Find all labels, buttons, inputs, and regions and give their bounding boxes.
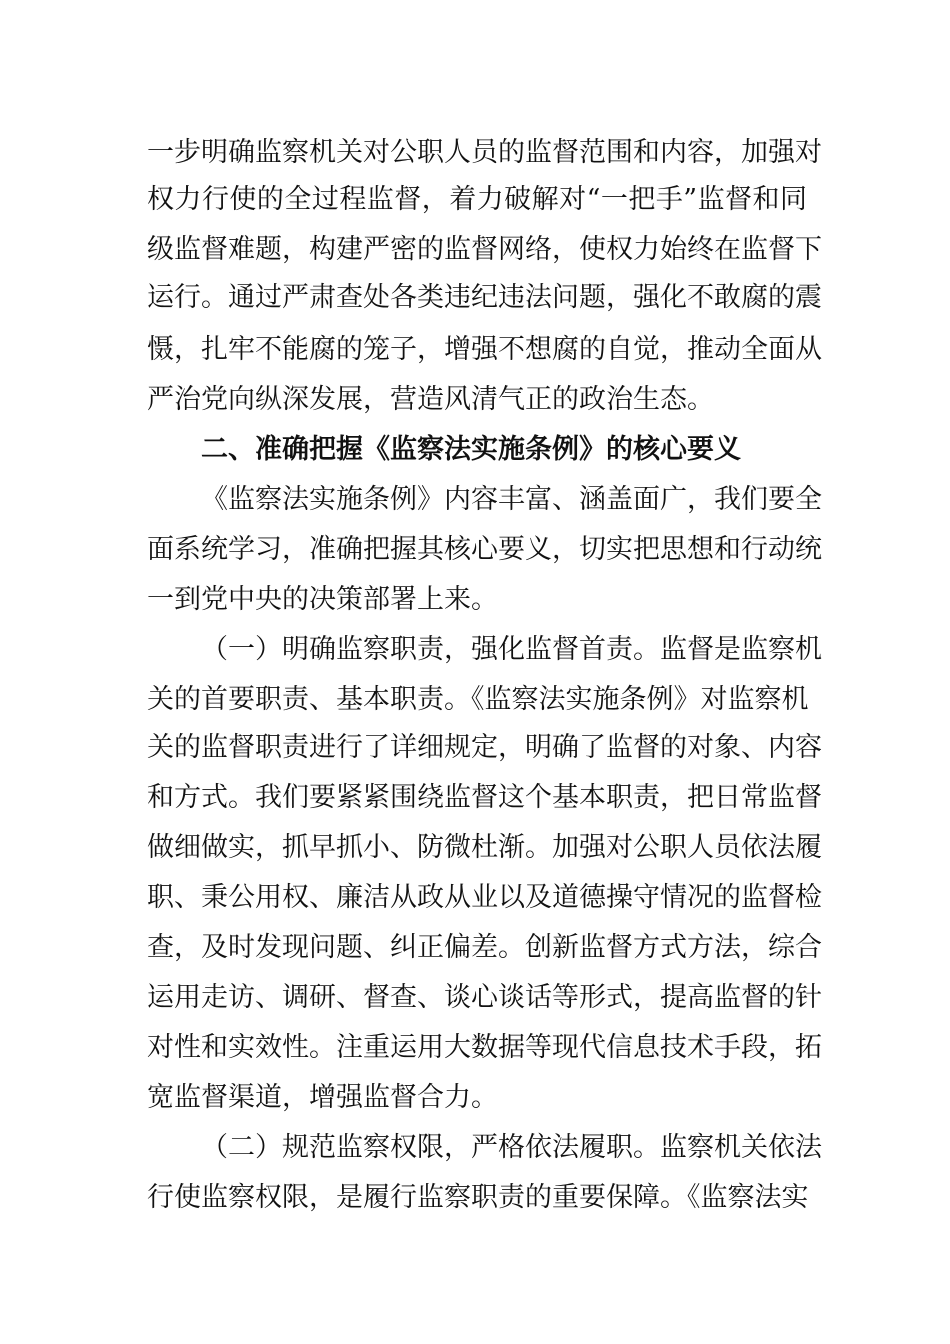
text-line: 宽监督渠道，增强监督合力。 [147,1082,498,1113]
text-line: 面系统学习，准确把握其核心要义，切实把思想和行动统 [147,534,822,565]
text-line: 对性和实效性。注重运用大数据等现代信息技术手段，拓 [147,1032,822,1063]
text-line: 关的监督职责进行了详细规定，明确了监督的对象、内容 [147,732,822,763]
text-line: 和方式。我们要紧紧围绕监督这个基本职责，把日常监督 [147,782,822,813]
section-heading: 二、准确把握《监察法实施条例》的核心要义 [201,434,741,465]
text-line: 做细做实，抓早抓小、防微杜渐。加强对公职人员依法履 [147,832,822,863]
text-line: （二）规范监察权限，严格依法履职。监察机关依法 [201,1132,822,1163]
text-line: 《监察法实施条例》内容丰富、涵盖面广，我们要全 [201,484,822,515]
text-line: 职、秉公用权、廉洁从政从业以及道德操守情况的监督检 [147,882,822,913]
text-line: 慑，扎牢不能腐的笼子，增强不想腐的自觉，推动全面从 [147,334,822,365]
text-line: 一到党中央的决策部署上来。 [147,584,498,615]
text-line: 严治党向纵深发展，营造风清气正的政治生态。 [147,384,714,415]
text-line: 运用走访、调研、督查、谈心谈话等形式，提高监督的针 [147,982,822,1013]
text-line: 运行。通过严肃查处各类违纪违法问题，强化不敢腐的震 [147,282,822,313]
text-line: （一）明确监察职责，强化监督首责。监督是监察机 [201,634,822,665]
text-line: 行使监察权限，是履行监察职责的重要保障。《监察法实 [147,1182,809,1213]
text-line: 一步明确监察机关对公职人员的监督范围和内容，加强对 [147,137,822,168]
text-line: 级监督难题，构建严密的监督网络，使权力始终在监督下 [147,234,822,265]
text-line: 查，及时发现问题、纠正偏差。创新监督方式方法，综合 [147,932,822,963]
text-line: 关的首要职责、基本职责。《监察法实施条例》对监察机 [147,684,809,715]
text-line: 权力行使的全过程监督，着力破解对“一把手”监督和同 [147,184,807,215]
